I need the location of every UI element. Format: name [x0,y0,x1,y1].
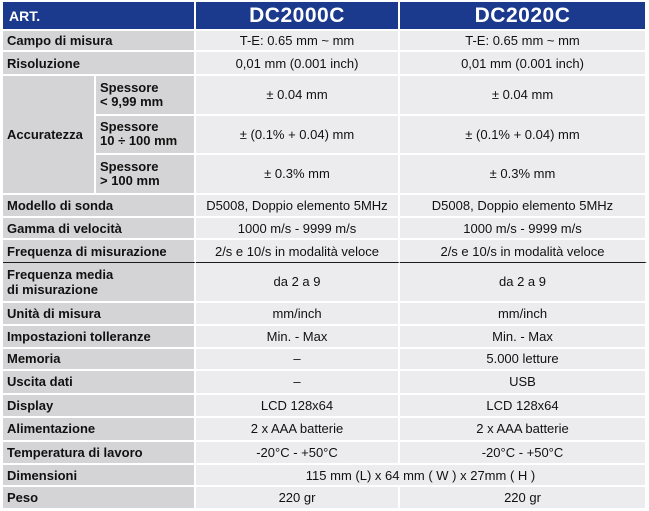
value-accuratezza-2-dc2020c: ± (0.1% + 0.04) mm [400,116,647,155]
sublabel-line: < 9,99 mm [100,93,164,109]
row-uscita [3,371,647,394]
spec-table [3,2,647,510]
row-modello [3,195,647,217]
value-freq-media-dc2020c: da 2 a 9 [400,263,647,303]
label-freq-media [3,263,196,303]
row-dimensioni [3,465,647,487]
row-gamma [3,218,647,240]
value-display-dc2000c: LCD 128x64 [196,395,400,418]
label-unita: Unità di misura [3,303,196,326]
value-dimensioni: 115 mm (L) x 64 mm ( W ) x 27mm ( H ) [196,465,647,487]
label-gamma: Gamma di velocità [3,218,196,240]
model-header-dc2020c: DC2020C [400,2,647,31]
value-risoluzione-dc2020c: 0,01 mm (0.001 inch) [400,52,647,75]
value-gamma-dc2020c: 1000 m/s - 9999 m/s [400,218,647,240]
row-accuratezza-3 [3,155,647,196]
row-tolleranze [3,326,647,348]
value-unita-dc2020c: mm/inch [400,303,647,326]
sublabel-spessore-3 [96,155,196,196]
value-modello-dc2000c: D5008, Doppio elemento 5MHz [196,195,400,217]
row-temperatura [3,442,647,465]
value-campo-dc2000c: T-E: 0.65 mm ~ mm [196,31,400,52]
value-peso-dc2020c: 220 gr [400,487,647,510]
label-modello: Modello di sonda [3,195,196,217]
label-line: di misurazione [7,281,99,297]
value-accuratezza-2-dc2000c: ± (0.1% + 0.04) mm [196,116,400,155]
value-unita-dc2000c: mm/inch [196,303,400,326]
value-temperatura-dc2000c: -20°C - +50°C [196,442,400,465]
value-memoria-dc2000c: – [196,349,400,371]
value-temperatura-dc2020c: -20°C - +50°C [400,442,647,465]
value-uscita-dc2000c: – [196,371,400,394]
value-freq-media-dc2000c: da 2 a 9 [196,263,400,303]
row-frequenza [3,240,647,262]
value-frequenza-dc2020c: 2/s e 10/s in modalità veloce [400,240,647,262]
row-campo [3,31,647,52]
row-accuratezza-2 [3,116,647,155]
header-row [3,2,647,31]
value-peso-dc2000c: 220 gr [196,487,400,510]
row-display [3,395,647,418]
sublabel-spessore-1 [96,76,196,116]
art-header: ART. [3,2,196,31]
label-tolleranze: Impostazioni tolleranze [3,326,196,348]
label-temperatura: Temperatura di lavoro [3,442,196,465]
label-campo: Campo di misura [3,31,196,52]
value-alimentazione-dc2020c: 2 x AAA batterie [400,418,647,441]
value-tolleranze-dc2000c: Min. - Max [196,326,400,348]
value-display-dc2020c: LCD 128x64 [400,395,647,418]
row-unita [3,303,647,326]
row-memoria [3,349,647,371]
label-memoria: Memoria [3,349,196,371]
row-risoluzione [3,52,647,75]
label-accuratezza: Accuratezza [3,76,96,195]
sublabel-line: Spessore [100,119,159,135]
value-gamma-dc2000c: 1000 m/s - 9999 m/s [196,218,400,240]
sublabel-line: Spessore [100,79,159,95]
value-alimentazione-dc2000c: 2 x AAA batterie [196,418,400,441]
label-uscita: Uscita dati [3,371,196,394]
value-uscita-dc2020c: USB [400,371,647,394]
label-frequenza: Frequenza di misurazione [3,240,196,262]
label-line: Frequenza media [7,266,114,282]
sublabel-line: Spessore [100,158,159,174]
label-peso: Peso [3,487,196,510]
value-accuratezza-1-dc2020c: ± 0.04 mm [400,76,647,116]
label-risoluzione: Risoluzione [3,52,196,75]
value-campo-dc2020c: T-E: 0.65 mm ~ mm [400,31,647,52]
row-freq-media [3,263,647,303]
value-frequenza-dc2000c: 2/s e 10/s in modalità veloce [196,240,400,262]
value-accuratezza-1-dc2000c: ± 0.04 mm [196,76,400,116]
row-accuratezza-1 [3,76,647,116]
row-alimentazione [3,418,647,441]
value-accuratezza-3-dc2000c: ± 0.3% mm [196,155,400,196]
value-modello-dc2020c: D5008, Doppio elemento 5MHz [400,195,647,217]
value-accuratezza-3-dc2020c: ± 0.3% mm [400,155,647,196]
sublabel-spessore-2 [96,116,196,155]
label-display: Display [3,395,196,418]
model-header-dc2000c: DC2000C [196,2,400,31]
label-dimensioni: Dimensioni [3,465,196,487]
sublabel-line: 10 ÷ 100 mm [100,133,178,149]
sublabel-line: > 100 mm [100,172,160,188]
label-alimentazione: Alimentazione [3,418,196,441]
value-risoluzione-dc2000c: 0,01 mm (0.001 inch) [196,52,400,75]
value-tolleranze-dc2020c: Min. - Max [400,326,647,348]
value-memoria-dc2020c: 5.000 letture [400,349,647,371]
row-peso [3,487,647,510]
